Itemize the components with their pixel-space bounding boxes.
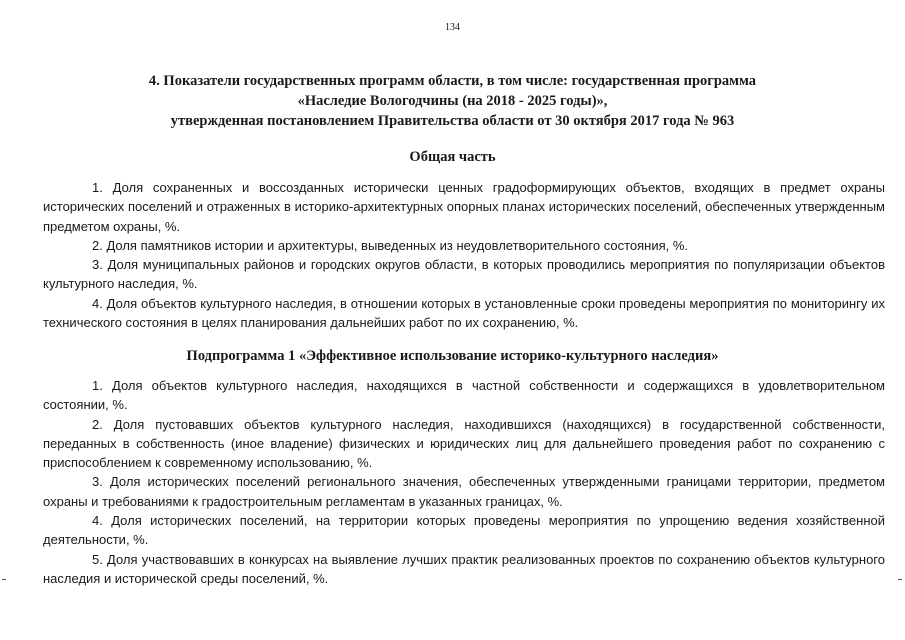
subprogram-1-item-1: 1. Доля объектов культурного наследия, находящихся в частной собственности и содержащихся в удовлетворительном состоянии, %. [43,378,885,413]
general-item-3: 3. Доля муниципальных районов и городских округов области, в которых проводились мероприятия по популяризации объектов культурного наследия, %. [43,257,885,292]
scan-edge-mark-left [2,579,6,580]
subprogram-1-item-2: 2. Доля пустовавших объектов культурного наследия, находившихся (находящихся) в государственной собственности, переданных в собственность (иное владение) физических и юридических лиц для дальнейшего проведения работ по сохранению с приспособлением к современному использованию, %. [43,416,885,471]
scan-edge-mark-right [898,579,902,580]
general-section-list [43,178,885,332]
general-item-2: 2. Доля памятников истории и архитектуры, выведенных из неудовлетворительного состояния, %. [92,237,689,253]
title-line-3: утвержденная постановлением Правительства области от 30 октября 2017 года № 963 [170,113,735,129]
subprogram-1-item-4: 4. Доля исторических поселений, на территории которых проведены мероприятия по упрощению ведения хозяйственной деятельности, %. [43,513,885,548]
general-item-1: 1. Доля сохраненных и воссозданных исторически ценных градоформирующих объектов, входящих в предмет охраны исторических поселений и отраженных в историко-архитектурных опорных планах исторических поселений, обеспеченных утвержденным предметом охраны, %. [43,180,885,234]
general-section-heading: Общая часть [409,149,496,165]
subprogram-1-item-5: 5. Доля участвовавших в конкурсах на выявление лучших практик реализованных проектов по сохранению объектов культурного наследия и исторической среды поселений, %. [43,551,885,586]
subprogram-1-heading: Подпрограмма 1 «Эффективное использование историко-культурного наследия» [186,348,719,364]
document-title [0,71,905,131]
subprogram-1-list [43,376,885,588]
title-line-1: 4. Показатели государственных программ области, в том числе: государственная программа [148,73,757,89]
page-number: 134 [445,22,460,33]
general-item-4: 4. Доля объектов культурного наследия, в отношении которых в установленные сроки проведены мероприятия по мониторингу их технического состояния в целях планирования дальнейших работ по их сохранению, %. [43,295,885,331]
title-line-2: «Наследие Вологодчины (на 2018 - 2025 годы)», [297,93,608,109]
subprogram-1-item-3: 3. Доля исторических поселений регионального значения, обеспеченных утвержденными границами территории, предметом охраны и требованиями к градостроительным регламентам в указанных границах, %. [43,474,885,509]
